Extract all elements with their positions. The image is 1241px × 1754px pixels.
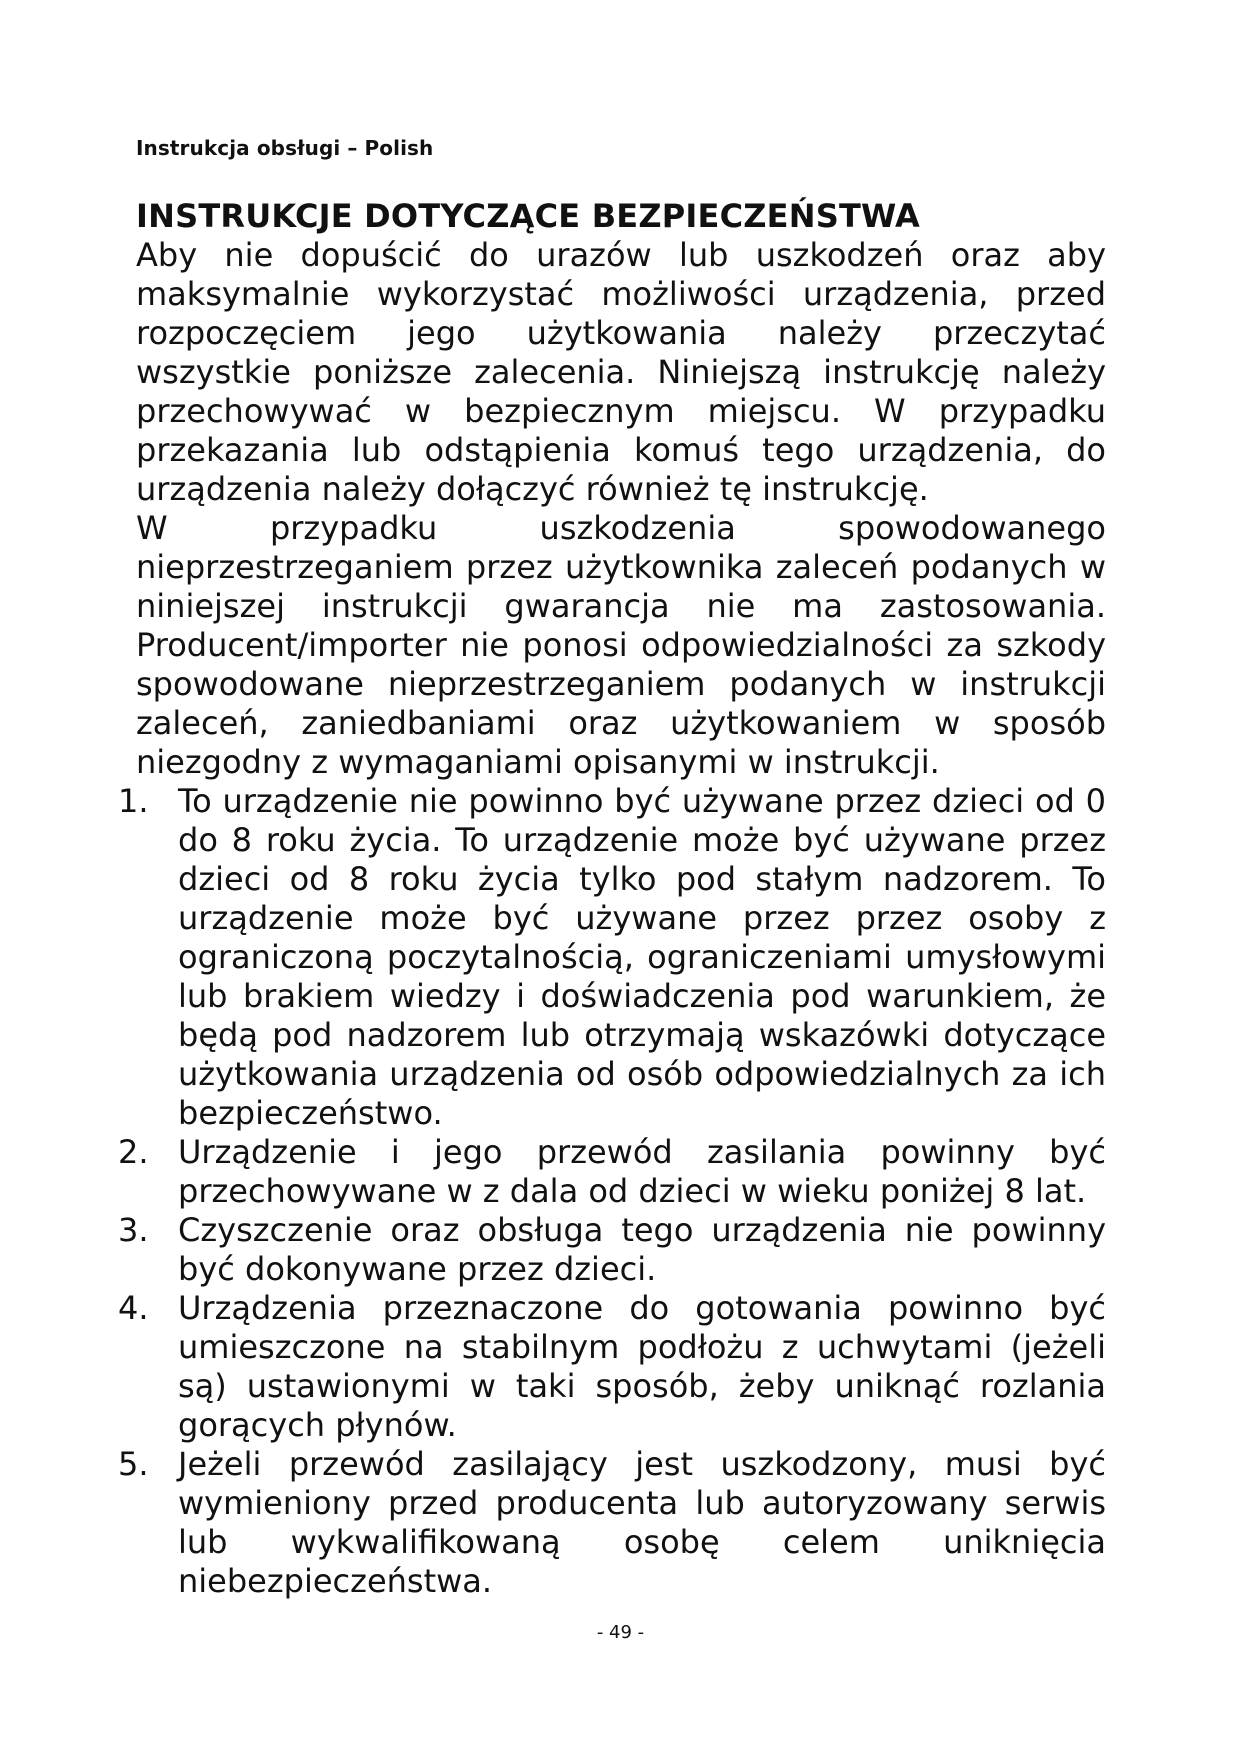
list-item-number: 4.: [118, 1289, 149, 1327]
list-item: [118, 782, 1106, 1133]
list-item-text: Jeżeli przewód zasilający jest uszkodzony, musi być wymieniony przed producenta lub autoryzowany serwis lub wykwalifikowaną osobę celem uniknięcia niebezpieczeństwa.: [178, 1445, 1106, 1600]
list-item: [118, 1289, 1106, 1445]
safety-list: [118, 782, 1106, 1601]
section-title: INSTRUKCJE DOTYCZĄCE BEZPIECZEŃSTWA: [136, 197, 920, 235]
list-item-number: 5.: [118, 1445, 149, 1483]
intro-paragraph-1: Aby nie dopuścić do urazów lub uszkodzeń oraz aby maksymalnie wykorzystać możliwości urządzenia, przed rozpoczęciem jego użytkowania należy przeczytać wszystkie poniższe zalecenia. Niniejszą instrukcję należy przechowywać w bezpiecznym miejscu. W przypadku przekazania lub odstąpienia komuś tego urządzenia, do urządzenia należy dołączyć również tę instrukcję.: [136, 236, 1106, 508]
list-item-text: Czyszczenie oraz obsługa tego urządzenia nie powinny być dokonywane przez dzieci.: [178, 1211, 1106, 1288]
list-item: [118, 1445, 1106, 1601]
document-header: Instrukcja obsługi – Polish: [136, 136, 434, 160]
page-number: - 49 -: [596, 1622, 645, 1643]
list-item-text: Urządzenia przeznaczone do gotowania powinno być umieszczone na stabilnym podłożu z uchwytami (jeżeli są) ustawionymi w taki sposób, żeby uniknąć rozlania gorących płynów.: [178, 1289, 1106, 1444]
document-body: [118, 196, 1106, 1601]
list-item-number: 3.: [118, 1211, 149, 1249]
list-item-number: 1.: [118, 782, 149, 820]
list-item-text: Urządzenie i jego przewód zasilania powinny być przechowywane w z dala od dzieci w wieku poniżej 8 lat.: [178, 1133, 1106, 1210]
list-item-text: To urządzenie nie powinno być używane przez dzieci od 0 do 8 roku życia. To urządzenie może być używane przez dzieci od 8 roku życia tylko pod stałym nadzorem. To urządzenie może być używane przez przez osoby z ograniczoną poczytalnością, ograniczeniami umysłowymi lub brakiem wiedzy i doświadczenia pod warunkiem, że będą pod nadzorem lub otrzymają wskazówki dotyczące użytkowania urządzenia od osób odpowiedzialnych za ich bezpieczeństwo.: [178, 782, 1106, 1132]
list-item: [118, 1133, 1106, 1211]
list-item: [118, 1211, 1106, 1289]
intro-paragraph-2: W przypadku uszkodzenia spowodowanego nieprzestrzeganiem przez użytkownika zaleceń podanych w niniejszej instrukcji gwarancja nie ma zastosowania. Producent/importer nie ponosi odpowiedzialności za szkody spowodowane nieprzestrzeganiem podanych w instrukcji zaleceń, zaniedbaniami oraz użytkowaniem w sposób niezgodny z wymaganiami opisanymi w instrukcji.: [136, 509, 1106, 781]
list-item-number: 2.: [118, 1133, 149, 1171]
